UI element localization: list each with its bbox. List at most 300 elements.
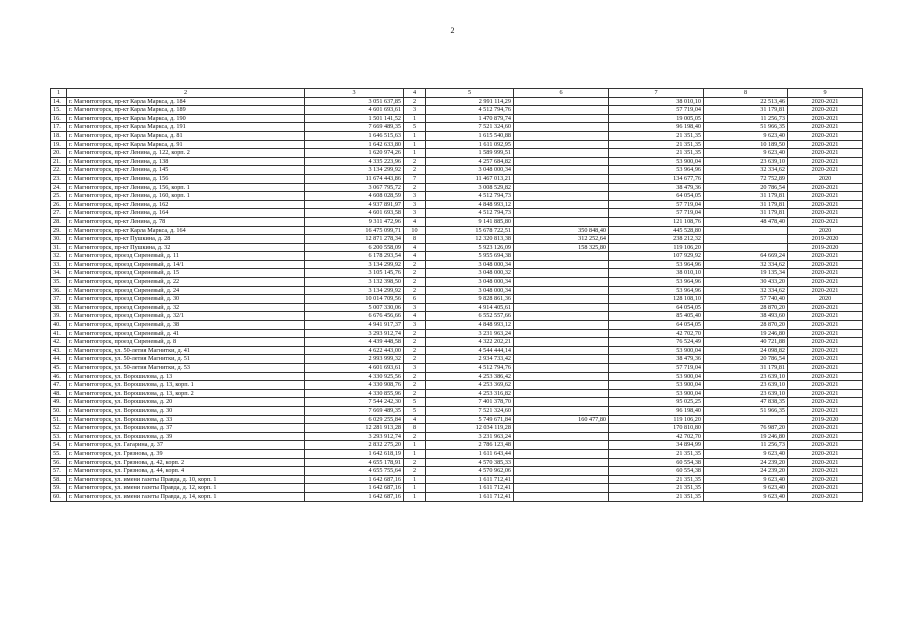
row-number-cell: 54. <box>51 441 67 450</box>
period-cell: 2020-2021 <box>788 140 863 149</box>
column-number: 5 <box>426 89 514 98</box>
work-cost-cell: 1 470 879,74 <box>426 114 514 123</box>
address-cell: г. Магнитогорск, проезд Сиреневый, д. 24 <box>67 286 305 295</box>
table-row <box>51 260 863 269</box>
row-number-cell: 52. <box>51 424 67 433</box>
period-cell: 2020-2021 <box>788 321 863 330</box>
count-cell: 10 <box>404 226 426 235</box>
work-cost-cell: 4 257 684,82 <box>426 157 514 166</box>
supervision-cost-cell: 23 639,10 <box>704 372 788 381</box>
period-cell: 2020-2021 <box>788 484 863 493</box>
address-cell: г. Магнитогорск, пр-кт Ленина, д. 156 <box>67 174 305 183</box>
total-cost-cell: 10 014 709,56 <box>305 295 404 304</box>
supervision-cost-cell: 9 623,40 <box>704 149 788 158</box>
control-cost-cell: 96 198,40 <box>609 123 704 132</box>
address-cell: г. Магнитогорск, ул. Ворошилова, д. 13 <box>67 372 305 381</box>
count-cell: 2 <box>404 278 426 287</box>
control-cost-cell: 119 106,20 <box>609 243 704 252</box>
count-cell: 6 <box>404 295 426 304</box>
supervision-cost-cell: 24 098,82 <box>704 346 788 355</box>
period-cell: 2020-2021 <box>788 364 863 373</box>
total-cost-cell: 3 293 912,74 <box>305 432 404 441</box>
period-cell: 2020-2021 <box>788 106 863 115</box>
work-cost-cell: 9 141 885,80 <box>426 217 514 226</box>
period-cell: 2020-2021 <box>788 192 863 201</box>
address-cell: г. Магнитогорск, ул. 50-летия Магнитки, д. 51 <box>67 355 305 364</box>
design-cost-cell <box>514 424 609 433</box>
row-number-cell: 47. <box>51 381 67 390</box>
total-cost-cell: 4 622 443,00 <box>305 346 404 355</box>
period-cell: 2020-2021 <box>788 338 863 347</box>
total-cost-cell: 6 200 558,09 <box>305 243 404 252</box>
supervision-cost-cell: 9 623,40 <box>704 484 788 493</box>
work-cost-cell: 15 678 722,51 <box>426 226 514 235</box>
work-cost-cell: 2 786 123,48 <box>426 441 514 450</box>
supervision-cost-cell: 19 246,80 <box>704 432 788 441</box>
design-cost-cell <box>514 157 609 166</box>
design-cost-cell <box>514 321 609 330</box>
count-cell: 4 <box>404 415 426 424</box>
period-cell: 2019-2020 <box>788 415 863 424</box>
address-cell: г. Магнитогорск, проезд Сиреневый, д. 30 <box>67 295 305 304</box>
table-row <box>51 183 863 192</box>
supervision-cost-cell: 57 740,40 <box>704 295 788 304</box>
count-cell: 2 <box>404 346 426 355</box>
period-cell: 2020-2021 <box>788 269 863 278</box>
table-row <box>51 192 863 201</box>
supervision-cost-cell: 32 334,62 <box>704 260 788 269</box>
work-cost-cell: 3 048 000,34 <box>426 286 514 295</box>
control-cost-cell: 85 405,40 <box>609 312 704 321</box>
work-cost-cell: 11 467 013,21 <box>426 174 514 183</box>
work-cost-cell: 3 231 963,24 <box>426 432 514 441</box>
count-cell: 5 <box>404 123 426 132</box>
work-cost-cell: 1 611 712,41 <box>426 492 514 501</box>
table-row <box>51 217 863 226</box>
count-cell: 3 <box>404 200 426 209</box>
address-cell: г. Магнитогорск, ул. Грязнова, д. 42, корп. 2 <box>67 458 305 467</box>
table-row <box>51 269 863 278</box>
period-cell: 2020-2021 <box>788 492 863 501</box>
control-cost-cell: 57 719,04 <box>609 106 704 115</box>
address-cell: г. Магнитогорск, ул. имени газеты Правда, д. 10, корп. 1 <box>67 475 305 484</box>
supervision-cost-cell: 40 721,88 <box>704 338 788 347</box>
control-cost-cell: 60 554,38 <box>609 467 704 476</box>
row-number-cell: 58. <box>51 475 67 484</box>
row-number-cell: 18. <box>51 131 67 140</box>
row-number-cell: 27. <box>51 209 67 218</box>
table-row <box>51 355 863 364</box>
address-cell: г. Магнитогорск, пр-кт Карла Маркса, д. 184 <box>67 97 305 106</box>
supervision-cost-cell: 19 246,80 <box>704 329 788 338</box>
table-row <box>51 235 863 244</box>
row-number-cell: 23. <box>51 174 67 183</box>
work-cost-cell: 1 611 092,95 <box>426 140 514 149</box>
table-row <box>51 492 863 501</box>
supervision-cost-cell: 19 135,34 <box>704 269 788 278</box>
period-cell: 2020-2021 <box>788 286 863 295</box>
supervision-cost-cell: 48 478,40 <box>704 217 788 226</box>
design-cost-cell <box>514 329 609 338</box>
row-number-cell: 35. <box>51 278 67 287</box>
period-cell: 2020-2021 <box>788 278 863 287</box>
design-cost-cell <box>514 364 609 373</box>
design-cost-cell <box>514 338 609 347</box>
control-cost-cell: 38 010,10 <box>609 97 704 106</box>
work-cost-cell: 6 552 557,66 <box>426 312 514 321</box>
total-cost-cell: 3 132 398,50 <box>305 278 404 287</box>
count-cell: 1 <box>404 475 426 484</box>
table-row <box>51 209 863 218</box>
total-cost-cell: 4 330 925,56 <box>305 372 404 381</box>
design-cost-cell <box>514 123 609 132</box>
table-row <box>51 338 863 347</box>
period-cell: 2020-2021 <box>788 346 863 355</box>
total-cost-cell: 3 134 299,92 <box>305 286 404 295</box>
control-cost-cell: 21 351,35 <box>609 449 704 458</box>
row-number-cell: 32. <box>51 252 67 261</box>
control-cost-cell: 238 212,32 <box>609 235 704 244</box>
control-cost-cell: 19 005,05 <box>609 114 704 123</box>
period-cell: 2020-2021 <box>788 166 863 175</box>
supervision-cost-cell: 31 179,81 <box>704 106 788 115</box>
design-cost-cell <box>514 97 609 106</box>
control-cost-cell: 121 108,76 <box>609 217 704 226</box>
address-cell: г. Магнитогорск, пр-кт Карла Маркса, д. 81 <box>67 131 305 140</box>
supervision-cost-cell: 23 639,10 <box>704 381 788 390</box>
count-cell: 2 <box>404 260 426 269</box>
table-row <box>51 432 863 441</box>
work-cost-cell: 7 521 324,60 <box>426 406 514 415</box>
address-cell: г. Магнитогорск, пр-кт Карла Маркса, д. 91 <box>67 140 305 149</box>
row-number-cell: 15. <box>51 106 67 115</box>
design-cost-cell <box>514 140 609 149</box>
total-cost-cell: 7 544 242,30 <box>305 398 404 407</box>
period-cell: 2020 <box>788 295 863 304</box>
table-row <box>51 449 863 458</box>
work-cost-cell: 4 512 794,76 <box>426 106 514 115</box>
work-cost-cell: 1 611 712,41 <box>426 475 514 484</box>
design-cost-cell <box>514 183 609 192</box>
count-cell: 1 <box>404 449 426 458</box>
row-number-cell: 44. <box>51 355 67 364</box>
work-cost-cell: 4 512 794,73 <box>426 209 514 218</box>
supervision-cost-cell: 9 623,40 <box>704 449 788 458</box>
period-cell: 2020 <box>788 174 863 183</box>
design-cost-cell <box>514 346 609 355</box>
control-cost-cell: 134 677,76 <box>609 174 704 183</box>
count-cell: 2 <box>404 389 426 398</box>
row-number-cell: 57. <box>51 467 67 476</box>
design-cost-cell <box>514 432 609 441</box>
total-cost-cell: 12 281 913,28 <box>305 424 404 433</box>
period-cell: 2020-2021 <box>788 355 863 364</box>
total-cost-cell: 4 335 223,96 <box>305 157 404 166</box>
address-cell: г. Магнитогорск, пр-кт Ленина, д. 162 <box>67 200 305 209</box>
supervision-cost-cell <box>704 243 788 252</box>
supervision-cost-cell: 64 669,24 <box>704 252 788 261</box>
supervision-cost-cell: 9 623,40 <box>704 131 788 140</box>
design-cost-cell: 350 848,40 <box>514 226 609 235</box>
period-cell: 2020-2021 <box>788 475 863 484</box>
row-number-cell: 21. <box>51 157 67 166</box>
count-cell: 4 <box>404 217 426 226</box>
address-cell: г. Магнитогорск, пр-кт Карла Маркса, д. 190 <box>67 114 305 123</box>
row-number-cell: 28. <box>51 217 67 226</box>
address-cell: г. Магнитогорск, ул. Ворошилова, д. 39 <box>67 432 305 441</box>
period-cell: 2020-2021 <box>788 97 863 106</box>
work-cost-cell: 1 611 643,44 <box>426 449 514 458</box>
control-cost-cell: 38 479,36 <box>609 183 704 192</box>
design-cost-cell <box>514 252 609 261</box>
row-number-cell: 55. <box>51 449 67 458</box>
count-cell: 2 <box>404 166 426 175</box>
work-cost-cell: 3 048 000,34 <box>426 166 514 175</box>
table-row <box>51 312 863 321</box>
control-cost-cell: 53 964,96 <box>609 166 704 175</box>
row-number-cell: 22. <box>51 166 67 175</box>
total-cost-cell: 1 642 633,80 <box>305 140 404 149</box>
table-row <box>51 166 863 175</box>
address-cell: г. Магнитогорск, пр-кт Ленина, д. 145 <box>67 166 305 175</box>
supervision-cost-cell: 20 786,54 <box>704 183 788 192</box>
control-cost-cell: 53 900,04 <box>609 389 704 398</box>
total-cost-cell: 6 676 456,66 <box>305 312 404 321</box>
period-cell: 2019-2020 <box>788 243 863 252</box>
supervision-cost-cell: 9 623,40 <box>704 475 788 484</box>
total-cost-cell: 4 937 891,97 <box>305 200 404 209</box>
supervision-cost-cell: 32 334,62 <box>704 286 788 295</box>
supervision-cost-cell: 72 752,89 <box>704 174 788 183</box>
period-cell: 2019-2020 <box>788 235 863 244</box>
period-cell: 2020-2021 <box>788 441 863 450</box>
work-cost-cell: 3 048 000,32 <box>426 269 514 278</box>
control-cost-cell: 119 106,20 <box>609 415 704 424</box>
table-row <box>51 398 863 407</box>
control-cost-cell: 53 964,96 <box>609 278 704 287</box>
table-row <box>51 123 863 132</box>
table-row <box>51 475 863 484</box>
control-cost-cell: 107 929,92 <box>609 252 704 261</box>
control-cost-cell: 60 554,38 <box>609 458 704 467</box>
design-cost-cell <box>514 389 609 398</box>
total-cost-cell: 4 439 448,58 <box>305 338 404 347</box>
total-cost-cell: 11 674 443,86 <box>305 174 404 183</box>
period-cell: 2020-2021 <box>788 372 863 381</box>
total-cost-cell: 16 475 099,71 <box>305 226 404 235</box>
row-number-cell: 17. <box>51 123 67 132</box>
table-row <box>51 243 863 252</box>
count-cell: 8 <box>404 424 426 433</box>
count-cell: 1 <box>404 441 426 450</box>
address-cell: г. Магнитогорск, проезд Сиреневый, д. 15 <box>67 269 305 278</box>
table-row <box>51 484 863 493</box>
column-number: 4 <box>404 89 426 98</box>
address-cell: г. Магнитогорск, ул. имени газеты Правда, д. 12, корп. 1 <box>67 484 305 493</box>
address-cell: г. Магнитогорск, ул. Ворошилова, д. 30 <box>67 406 305 415</box>
row-number-cell: 24. <box>51 183 67 192</box>
design-cost-cell <box>514 398 609 407</box>
table-row <box>51 140 863 149</box>
period-cell: 2020-2021 <box>788 157 863 166</box>
design-cost-cell: 312 252,64 <box>514 235 609 244</box>
total-cost-cell: 7 669 489,35 <box>305 123 404 132</box>
supervision-cost-cell: 30 433,20 <box>704 278 788 287</box>
count-cell: 2 <box>404 183 426 192</box>
address-cell: г. Магнитогорск, ул. 50-летия Магнитки, д. 53 <box>67 364 305 373</box>
count-cell: 1 <box>404 114 426 123</box>
design-cost-cell <box>514 484 609 493</box>
supervision-cost-cell <box>704 235 788 244</box>
address-cell: г. Магнитогорск, пр-кт Карла Маркса, д. 191 <box>67 123 305 132</box>
count-cell: 3 <box>404 106 426 115</box>
supervision-cost-cell: 28 870,20 <box>704 321 788 330</box>
address-cell: г. Магнитогорск, пр-кт Карла Маркса, д. 164 <box>67 226 305 235</box>
supervision-cost-cell: 47 838,35 <box>704 398 788 407</box>
total-cost-cell: 7 669 489,35 <box>305 406 404 415</box>
address-cell: г. Магнитогорск, ул. имени газеты Правда, д. 14, корп. 1 <box>67 492 305 501</box>
supervision-cost-cell: 31 179,81 <box>704 200 788 209</box>
table-row <box>51 303 863 312</box>
work-cost-cell: 4 253 386,42 <box>426 372 514 381</box>
count-cell: 1 <box>404 492 426 501</box>
row-number-cell: 25. <box>51 192 67 201</box>
address-cell: г. Магнитогорск, проезд Сиреневый, д. 38 <box>67 321 305 330</box>
period-cell: 2020-2021 <box>788 467 863 476</box>
work-cost-cell: 4 570 962,06 <box>426 467 514 476</box>
total-cost-cell: 4 330 855,96 <box>305 389 404 398</box>
control-cost-cell: 170 810,80 <box>609 424 704 433</box>
work-cost-cell: 3 048 000,34 <box>426 260 514 269</box>
period-cell: 2020-2021 <box>788 131 863 140</box>
control-cost-cell: 53 900,04 <box>609 346 704 355</box>
design-cost-cell <box>514 492 609 501</box>
count-cell: 2 <box>404 432 426 441</box>
table-row <box>51 278 863 287</box>
table-row <box>51 467 863 476</box>
control-cost-cell: 445 528,80 <box>609 226 704 235</box>
control-cost-cell: 64 054,05 <box>609 303 704 312</box>
design-cost-cell <box>514 174 609 183</box>
total-cost-cell: 1 646 515,63 <box>305 131 404 140</box>
total-cost-cell: 4 608 028,59 <box>305 192 404 201</box>
total-cost-cell: 3 067 795,72 <box>305 183 404 192</box>
period-cell: 2020-2021 <box>788 449 863 458</box>
address-cell: г. Магнитогорск, проезд Сиреневый, д. 11 <box>67 252 305 261</box>
address-cell: г. Магнитогорск, ул. Ворошилова, д. 13, корп. 1 <box>67 381 305 390</box>
design-cost-cell <box>514 269 609 278</box>
count-cell: 2 <box>404 269 426 278</box>
address-cell: г. Магнитогорск, ул. Ворошилова, д. 20 <box>67 398 305 407</box>
supervision-cost-cell <box>704 415 788 424</box>
work-cost-cell: 4 848 993,12 <box>426 321 514 330</box>
design-cost-cell: 158 325,80 <box>514 243 609 252</box>
row-number-cell: 56. <box>51 458 67 467</box>
design-cost-cell <box>514 475 609 484</box>
control-cost-cell: 53 964,96 <box>609 286 704 295</box>
work-cost-cell: 4 253 369,62 <box>426 381 514 390</box>
design-cost-cell <box>514 114 609 123</box>
count-cell: 2 <box>404 286 426 295</box>
table-row <box>51 106 863 115</box>
count-cell: 1 <box>404 131 426 140</box>
control-cost-cell: 57 719,04 <box>609 209 704 218</box>
design-cost-cell <box>514 217 609 226</box>
control-cost-cell: 38 010,10 <box>609 269 704 278</box>
period-cell: 2020-2021 <box>788 398 863 407</box>
table-row <box>51 252 863 261</box>
table-row <box>51 174 863 183</box>
work-cost-cell: 4 544 444,14 <box>426 346 514 355</box>
supervision-cost-cell: 24 239,20 <box>704 467 788 476</box>
design-cost-cell <box>514 441 609 450</box>
table-row <box>51 226 863 235</box>
row-number-cell: 16. <box>51 114 67 123</box>
control-cost-cell: 21 351,35 <box>609 475 704 484</box>
period-cell: 2020-2021 <box>788 217 863 226</box>
work-cost-cell: 4 848 993,12 <box>426 200 514 209</box>
row-number-cell: 40. <box>51 321 67 330</box>
table-row <box>51 346 863 355</box>
address-cell: г. Магнитогорск, пр-кт Ленина, д. 122, корп. 2 <box>67 149 305 158</box>
row-number-cell: 45. <box>51 364 67 373</box>
count-cell: 3 <box>404 303 426 312</box>
control-cost-cell: 21 351,35 <box>609 484 704 493</box>
design-cost-cell <box>514 467 609 476</box>
row-number-cell: 48. <box>51 389 67 398</box>
design-cost-cell <box>514 200 609 209</box>
count-cell: 2 <box>404 157 426 166</box>
total-cost-cell: 1 642 687,16 <box>305 475 404 484</box>
address-cell: г. Магнитогорск, проезд Сиреневый, д. 14/1 <box>67 260 305 269</box>
table-row <box>51 372 863 381</box>
row-number-cell: 29. <box>51 226 67 235</box>
address-cell: г. Магнитогорск, проезд Сиреневый, д. 22 <box>67 278 305 287</box>
count-cell: 2 <box>404 97 426 106</box>
table-row <box>51 406 863 415</box>
row-number-cell: 36. <box>51 286 67 295</box>
supervision-cost-cell: 51 966,35 <box>704 406 788 415</box>
control-cost-cell: 95 025,25 <box>609 398 704 407</box>
address-cell: г. Магнитогорск, ул. Грязнова, д. 39 <box>67 449 305 458</box>
design-cost-cell <box>514 260 609 269</box>
registry-table <box>50 88 863 502</box>
work-cost-cell: 5 923 126,09 <box>426 243 514 252</box>
work-cost-cell: 4 914 405,61 <box>426 303 514 312</box>
control-cost-cell: 64 054,05 <box>609 192 704 201</box>
count-cell: 2 <box>404 372 426 381</box>
total-cost-cell: 3 134 299,92 <box>305 166 404 175</box>
control-cost-cell: 96 198,40 <box>609 406 704 415</box>
count-cell: 8 <box>404 235 426 244</box>
address-cell: г. Магнитогорск, ул. 50-летия Магнитки, д. 41 <box>67 346 305 355</box>
supervision-cost-cell: 20 786,54 <box>704 355 788 364</box>
count-cell: 5 <box>404 406 426 415</box>
address-cell: г. Магнитогорск, проезд Сиреневый, д. 32/1 <box>67 312 305 321</box>
design-cost-cell <box>514 166 609 175</box>
row-number-cell: 41. <box>51 329 67 338</box>
row-number-cell: 43. <box>51 346 67 355</box>
row-number-cell: 19. <box>51 140 67 149</box>
design-cost-cell <box>514 131 609 140</box>
period-cell: 2020-2021 <box>788 200 863 209</box>
work-cost-cell: 2 991 114,29 <box>426 97 514 106</box>
table-row <box>51 458 863 467</box>
period-cell: 2020-2021 <box>788 389 863 398</box>
count-cell: 3 <box>404 209 426 218</box>
supervision-cost-cell: 51 966,35 <box>704 123 788 132</box>
count-cell: 2 <box>404 458 426 467</box>
